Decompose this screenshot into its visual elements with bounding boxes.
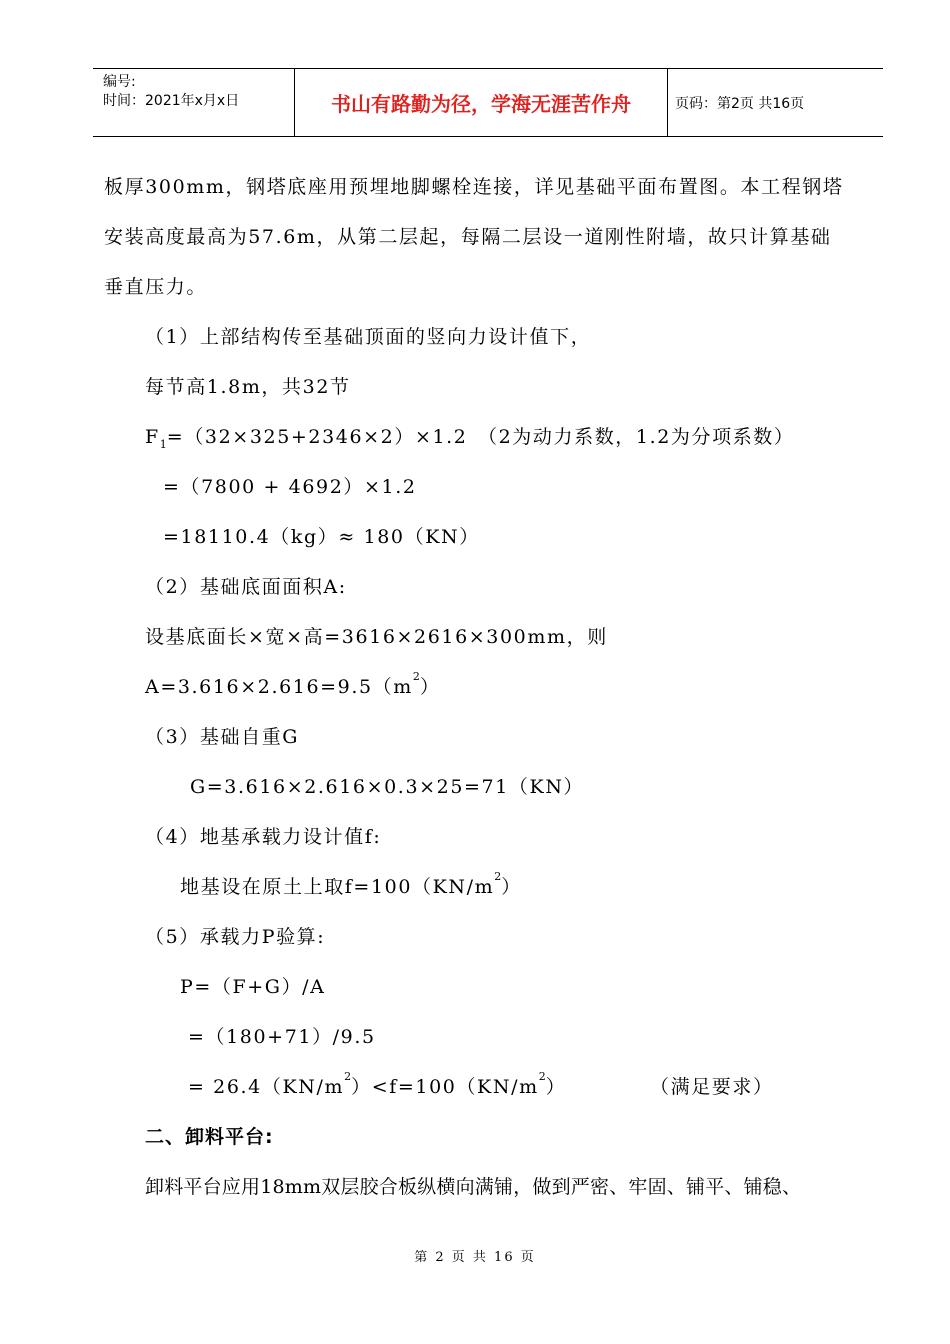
- formula-superscript: 2: [344, 1070, 352, 1083]
- item-heading: （1）上部结构传至基础顶面的竖向力设计值下，: [145, 326, 592, 348]
- formula-expression: = 26.4（KN/m: [188, 1076, 345, 1098]
- header-time-label: 时间：2021年x月x日: [103, 93, 240, 109]
- formula-close: ）: [419, 676, 441, 698]
- formula-subscript: 1: [159, 437, 167, 451]
- formula-step: =（180+71）/9.5: [188, 1026, 376, 1048]
- section-heading: 二、卸料平台:: [145, 1126, 274, 1148]
- formula-expression: ）<f=100（KN/m: [351, 1076, 539, 1098]
- formula-superscript: 2: [494, 870, 502, 883]
- item-heading: （4）地基承载力设计值f:: [145, 826, 382, 848]
- item-heading: （2）基础底面面积A:: [145, 576, 347, 598]
- formula-note: （满足要求）: [650, 1076, 774, 1098]
- body-line: 安装高度最高为57.6m，从第二层起，每隔二层设一道刚性附墙，故只计算基础: [104, 226, 832, 248]
- formula-close: ）: [545, 1076, 567, 1098]
- header-page-info: 页码：第2页 共16页: [675, 95, 805, 112]
- formula-superscript: 2: [538, 1070, 546, 1083]
- formula-expression: A=3.616×2.616=9.5（m: [145, 676, 413, 698]
- header-divider: [667, 69, 668, 136]
- body-line: [180, 872, 522, 899]
- body-text: 地基设在原土上取f=100（KN/m: [180, 876, 495, 898]
- formula-line: P=（F+G）/A: [180, 976, 326, 998]
- header-motto: 书山有路勤为径，学海无涯苦作舟: [331, 92, 631, 116]
- formula-superscript: 2: [412, 670, 420, 683]
- page-footer: 第 2 页 共 16 页: [414, 1250, 536, 1265]
- body-line: 每节高1.8m，共32节: [145, 376, 351, 398]
- item-heading: （5）承载力P验算:: [145, 926, 326, 948]
- formula-line: [145, 422, 468, 451]
- formula-expression: =（32×325+2346×2）×1.2: [166, 426, 468, 448]
- body-line: 板厚300mm，钢塔底座用预埋地脚螺栓连接，详见基础平面布置图。本工程钢塔: [104, 176, 844, 198]
- page-header: [93, 68, 883, 137]
- formula-step: =（7800 + 4692）×1.2: [163, 476, 417, 498]
- body-line: 设基底面长×宽×高=3616×2616×300mm，则: [145, 626, 608, 648]
- formula-symbol: F: [145, 426, 160, 448]
- formula-close: ）: [501, 876, 522, 898]
- body-line: 卸料平台应用18mm双层胶合板纵横向满铺，做到严密、牢固、铺平、铺稳、: [145, 1176, 802, 1198]
- formula-line: [145, 672, 441, 699]
- body-line: 垂直压力。: [104, 276, 208, 298]
- header-meta: [103, 73, 239, 111]
- item-heading: （3）基础自重G: [145, 726, 300, 748]
- formula-step: =18110.4（kg）≈ 180（KN）: [163, 526, 480, 548]
- formula-line: G=3.616×2.616×0.3×25=71（KN）: [190, 776, 585, 798]
- header-code-label: 编号:: [103, 74, 136, 90]
- formula-note: （2为动力系数，1.2为分项系数）: [478, 426, 795, 448]
- formula-step: [188, 1072, 566, 1099]
